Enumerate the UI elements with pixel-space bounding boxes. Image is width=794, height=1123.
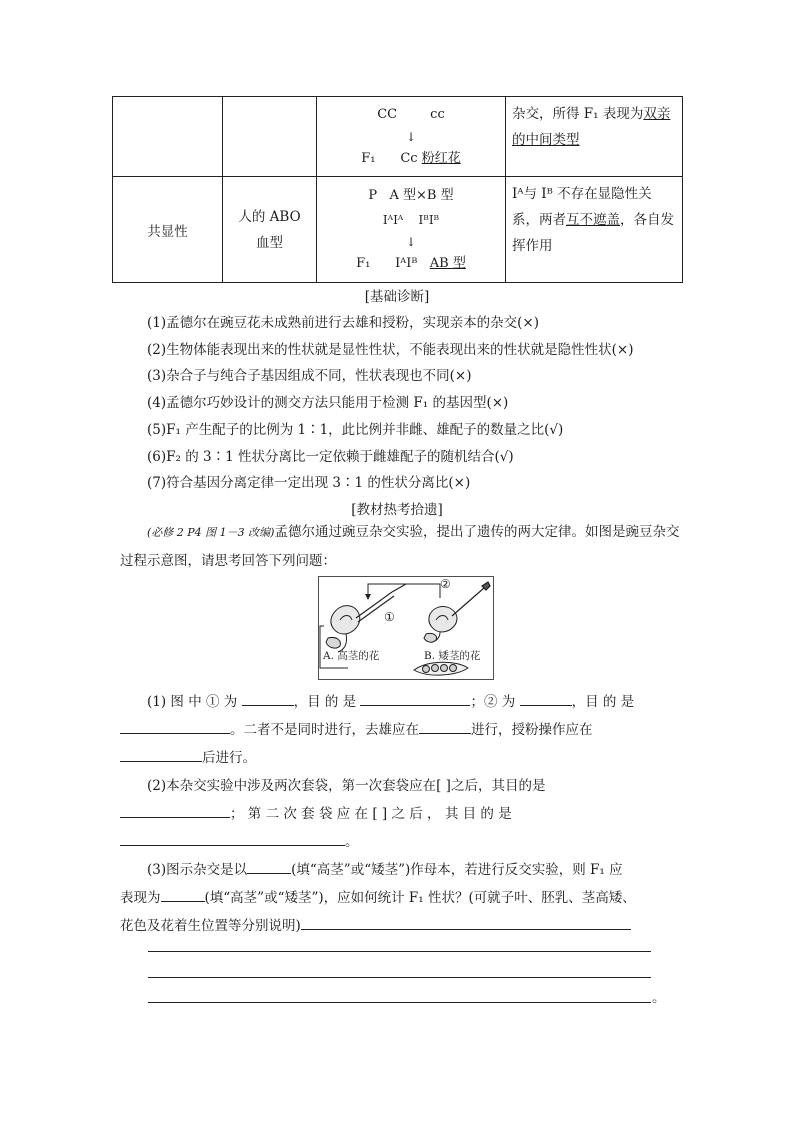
textbook-heading: [教材热考拾遗] xyxy=(351,502,443,518)
q1-text: ；② 为 xyxy=(470,694,516,710)
answer-line[interactable] xyxy=(148,1002,651,1003)
f1-genotype: Cc xyxy=(400,150,418,166)
down-arrow-icon: ↓ xyxy=(405,129,417,144)
q3-text: (填“高茎”或“矮茎”)作母本，若进行反交实验，则 F₁ 应 xyxy=(291,862,623,878)
table-row xyxy=(113,177,683,283)
diagnosis-item: (3)杂合子与纯合子基因组成不同，性状表现也不同(×) xyxy=(147,368,472,384)
description-cell xyxy=(506,97,683,177)
q2-text: ； 第 二 次 套 袋 应 在 [ ] 之 后 ， 其 目 的 是 xyxy=(230,806,512,822)
desc-underlined: 互不遮盖 xyxy=(566,212,620,228)
diagnosis-item: (1)孟德尔在豌豆花未成熟前进行去雄和授粉，实现亲本的杂交(×) xyxy=(147,315,539,331)
desc-suffix: ，各自发挥作用 xyxy=(512,212,674,254)
f1-label: F₁ xyxy=(361,150,376,166)
brush-icon xyxy=(452,582,490,616)
down-arrow-icon: ↓ xyxy=(405,234,417,249)
answer-line[interactable] xyxy=(148,951,651,952)
answer-blank[interactable] xyxy=(247,859,291,874)
f1-label: F₁ xyxy=(356,255,371,271)
example-cell: 人的 ABO 血型 xyxy=(223,177,317,283)
f1-line xyxy=(317,147,505,171)
step-1-label: ① xyxy=(384,610,395,624)
q1-text: (1) 图 中 ① 为 xyxy=(147,694,238,710)
q3-text: 表现为 xyxy=(120,890,161,906)
parents-phenotype: P A 型×B 型 xyxy=(368,187,454,203)
pea-pod-icon xyxy=(414,662,468,675)
source-note: (必修 2 P4 图 1－3 改编) xyxy=(147,526,275,539)
f1-phenotype: AB 型 xyxy=(429,255,466,271)
answer-blank[interactable] xyxy=(120,719,230,734)
forceps-icon xyxy=(356,584,406,622)
q1-text: 。二者不是同时进行，去雄应在 xyxy=(230,722,419,738)
description-cell xyxy=(506,177,683,283)
genetics-table xyxy=(112,96,683,283)
diagnosis-item: (2)生物体能表现出来的性状就是显性性状，不能表现出来的性状就是隐性性状(×) xyxy=(147,342,634,358)
diagnosis-heading: [基础诊断] xyxy=(364,289,430,305)
textbook-intro xyxy=(120,518,680,575)
q3-text: (3)图示杂交是以 xyxy=(147,862,248,878)
diagnosis-item: (7)符合基因分离定律一定出现 3∶1 的性状分离比(×) xyxy=(147,475,471,491)
intro-text: 孟德尔通过豌豆杂交实验，提出了遗传的两大定律。如图是豌豆杂交过程示意图，请思考回答下列问题： xyxy=(120,524,680,569)
table-row xyxy=(113,97,683,177)
q2-text: (2)本杂交实验中涉及两次套袋，第一次套袋应在[ ]之后，其目的是 xyxy=(147,778,546,794)
tall-flower-icon xyxy=(326,606,360,652)
pea-cross-figure xyxy=(318,576,494,680)
q3-end-mark: 。 xyxy=(652,990,666,1006)
f1-phenotype: 粉红花 xyxy=(421,150,461,166)
short-flower-icon xyxy=(424,607,457,643)
q1-text: ，目 的 是 xyxy=(571,694,635,710)
answer-blank[interactable] xyxy=(360,691,470,706)
desc-underlined: 双亲的中间类型 xyxy=(512,106,671,148)
diagnosis-item: (5)F₁ 产生配子的比例为 1∶1，此比例并非雌、雄配子的数量之比(√) xyxy=(147,422,564,438)
pollen-transfer-arrow xyxy=(368,584,440,598)
q3-text: (填“高茎”或“矮茎”)，应如何统计 F₁ 性状？(可就子叶、胚乳、茎高矮、 xyxy=(204,890,636,906)
desc-prefix: Iᴬ与 Iᴮ 不存在显隐性关系，两者 xyxy=(512,186,652,228)
question-1 xyxy=(120,688,680,772)
caption-short-flower: B. 矮茎的花 xyxy=(424,650,481,662)
q3-text: 花色及花着生位置等分别说明) xyxy=(120,918,301,934)
diagnosis-item: (4)孟德尔巧妙设计的测交方法只能用于检测 F₁ 的基因型(×) xyxy=(147,395,509,411)
caption-tall-flower: A. 高茎的花 xyxy=(323,650,380,662)
parents-genotype: CC cc xyxy=(377,106,445,122)
desc-prefix: 杂交，所得 F₁ 表现为 xyxy=(512,106,644,122)
answer-blank[interactable] xyxy=(161,887,205,902)
answer-blank[interactable] xyxy=(301,915,631,930)
question-3 xyxy=(120,856,680,940)
cross-diagram-cell xyxy=(317,177,506,283)
answer-blank[interactable] xyxy=(120,803,230,818)
dominance-type-cell: 共显性 xyxy=(113,177,223,283)
question-2 xyxy=(120,772,680,856)
q1-text: ，目 的 是 xyxy=(293,694,357,710)
step-2-label: ② xyxy=(440,577,451,591)
cross-diagram-cell xyxy=(317,97,506,177)
parents-genotype: IᴬIᴬ IᴮIᴮ xyxy=(382,212,440,227)
answer-line[interactable] xyxy=(148,977,651,978)
table-cell-empty xyxy=(223,97,317,177)
q2-text: 。 xyxy=(345,834,359,850)
f1-genotype: IᴬIᴮ xyxy=(395,255,418,271)
answer-blank[interactable] xyxy=(520,691,572,706)
f1-line xyxy=(317,252,505,276)
diagnosis-item: (6)F₂ 的 3∶1 性状分离比一定依赖于雌雄配子的随机结合(√) xyxy=(147,449,514,465)
q1-text: 后进行。 xyxy=(202,750,256,766)
answer-blank[interactable] xyxy=(242,691,294,706)
arrow-head-icon xyxy=(365,594,371,600)
answer-blank[interactable] xyxy=(419,719,471,734)
answer-blank[interactable] xyxy=(120,747,202,762)
table-cell-empty xyxy=(113,97,223,177)
q1-text: 进行，授粉操作应在 xyxy=(471,722,593,738)
answer-blank[interactable] xyxy=(120,831,345,846)
